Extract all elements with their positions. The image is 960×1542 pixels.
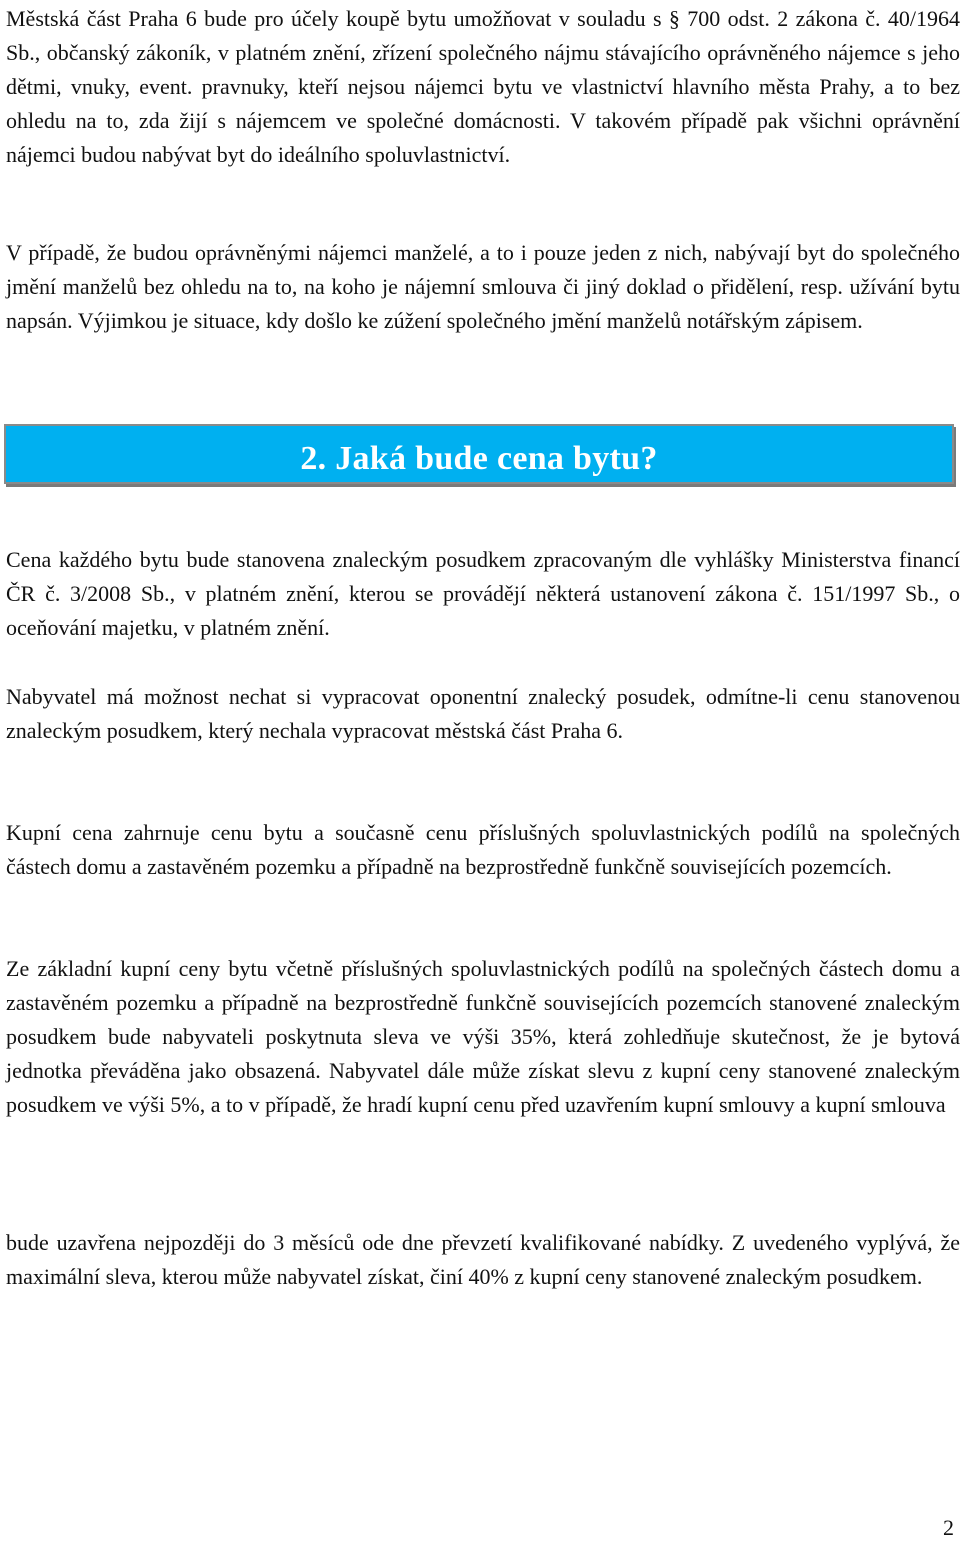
paragraph-joint-tenancy: Městská část Praha 6 bude pro účely koupě bytu umožňovat v souladu s § 700 odst. 2 zákona č. 40/1964 Sb., občanský zákoník, v platném znění, zřízení společného nájmu stávajícího oprávněného nájemce s jeho dětmi, vnuky, event. pravnuky, kteří nejsou nájemci bytu ve vlastnictví hlavního města Prahy, a to bez ohledu na to, zda žijí s nájemcem ve společné domácnosti. V takovém případě pak všichni oprávnění nájemci budou nabývat byt do ideálního spoluvlastnictví. [6, 6, 960, 167]
paragraph-discount: Ze základní kupní ceny bytu včetně příslušných spoluvlastnických podílů na společných částech domu a zastavěném pozemku a případně na bezprostředně funkčně souvisejících pozemcích stanovené znaleckým posudkem bude nabyvateli poskytnuta sleva ve výši 35%, která zohledňuje skutečnost, že je bytová jednotka převáděna jako obsazená. Nabyvatel dále může získat slevu z kupní ceny stanovené znaleckým posudkem ve výši 5%, a to v případě, že hradí kupní cenu před uzavřením kupní smlouvy a kupní smlouva [6, 956, 960, 1117]
paragraph-max-discount: bude uzavřena nejpozději do 3 měsíců ode dne převzetí kvalifikované nabídky. Z uvedeného vyplývá, že maximální sleva, kterou může nabyvatel získat, činí 40% z kupní ceny stanovené znaleckým posudkem. [6, 1230, 960, 1289]
page-number: 2 [943, 1515, 954, 1540]
paragraph-spouses: V případě, že budou oprávněnými nájemci manželé, a to i pouze jeden z nich, nabývají byt do společného jmění manželů bez ohledu na to, na koho je nájemní smlouva či jiný doklad o přidělení, resp. užívání bytu napsán. Výjimkou je situace, kdy došlo ke zúžení společného jmění manželů notářským zápisem. [6, 240, 960, 333]
section-heading: 2. Jaká bude cena bytu? [300, 440, 658, 477]
section-heading-box [4, 424, 954, 484]
paragraph-price-determination: Cena každého bytu bude stanovena znaleckým posudkem zpracovaným dle vyhlášky Ministerstva financí ČR č. 3/2008 Sb., v platném znění, kterou se provádějí některá ustanovení zákona č. 151/1997 Sb., o oceňování majetku, v platném znění. [6, 547, 960, 640]
paragraph-opposing-appraisal: Nabyvatel má možnost nechat si vypracovat oponentní znalecký posudek, odmítne-li cenu stanovenou znaleckým posudkem, který nechala vypracovat městská část Praha 6. [6, 684, 960, 743]
paragraph-price-includes: Kupní cena zahrnuje cenu bytu a současně cenu příslušných spoluvlastnických podílů na společných částech domu a zastavěném pozemku a případně na bezprostředně funkčně souvisejících pozemcích. [6, 820, 960, 879]
